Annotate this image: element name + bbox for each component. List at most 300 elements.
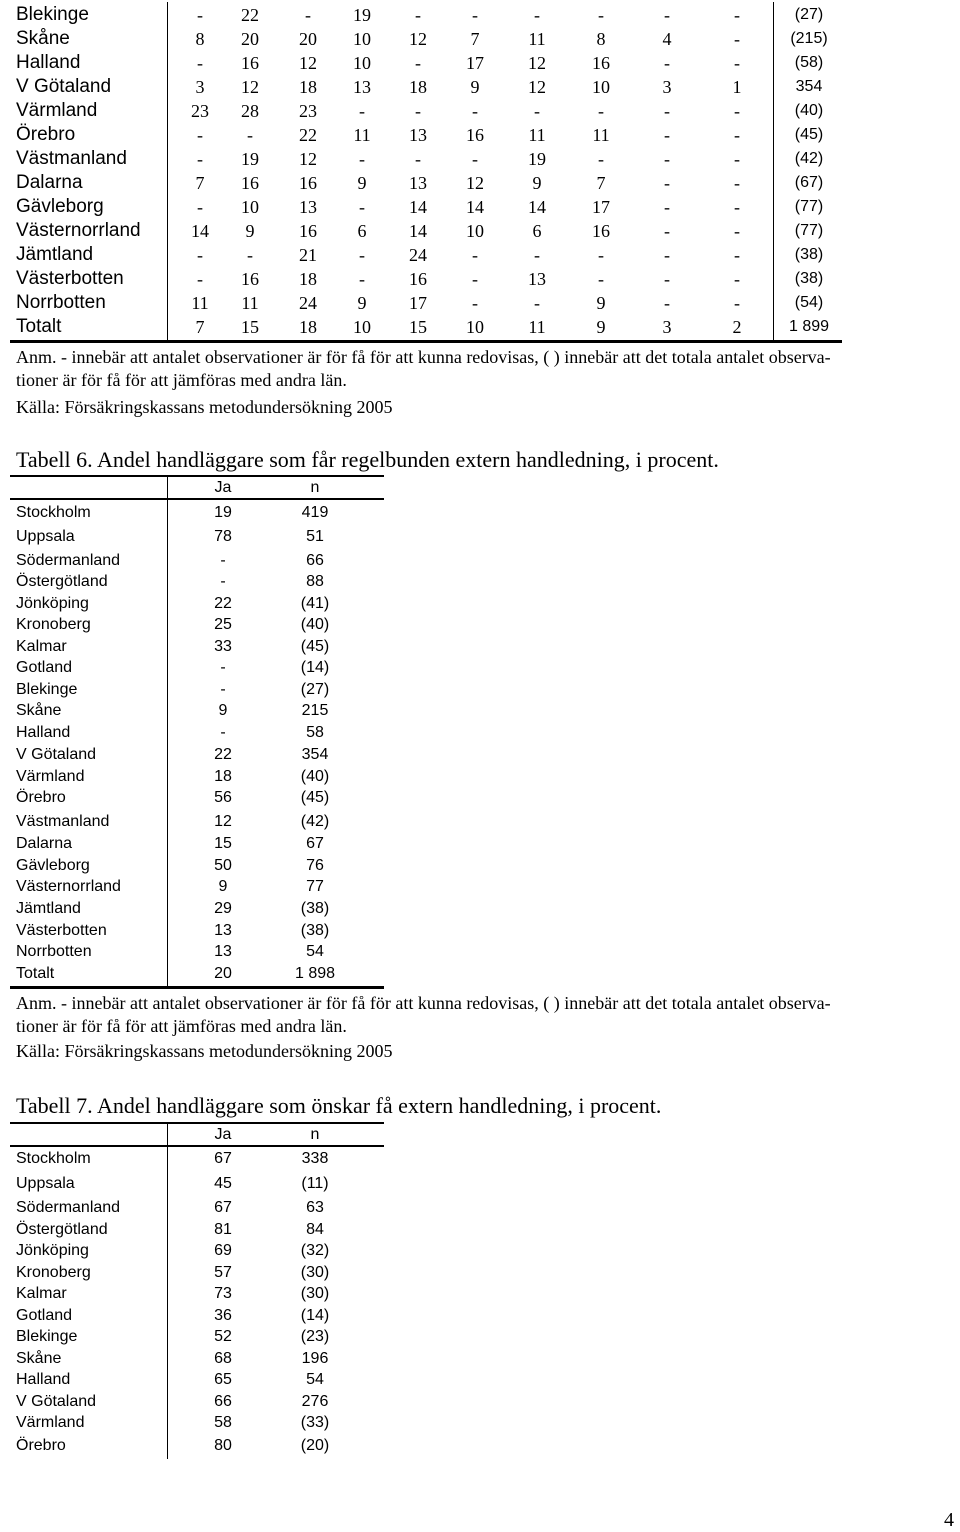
region-name: Östergötland bbox=[16, 573, 108, 590]
n-value: 338 bbox=[301, 1150, 329, 1167]
ja-value: 52 bbox=[214, 1328, 232, 1345]
table-row bbox=[0, 1348, 400, 1369]
table-cell: 11 bbox=[191, 293, 209, 313]
table-row bbox=[0, 315, 960, 339]
table-cell: 28 bbox=[241, 101, 259, 121]
n-value: (38) bbox=[300, 900, 330, 917]
table-cell: - bbox=[734, 149, 740, 169]
table-row bbox=[0, 99, 960, 123]
table-cell: 14 bbox=[191, 221, 209, 241]
n-value: (38) bbox=[300, 922, 330, 939]
region-name: Uppsala bbox=[16, 1175, 75, 1192]
ja-value: 69 bbox=[214, 1242, 232, 1259]
table-cell: - bbox=[197, 245, 203, 265]
table-6-bottom-rule bbox=[10, 986, 384, 989]
ja-value: 66 bbox=[214, 1393, 232, 1410]
region-name: Kronoberg bbox=[16, 1264, 91, 1281]
table-cell: 12 bbox=[299, 53, 317, 73]
region-name: Skåne bbox=[16, 28, 70, 49]
region-name: Värmland bbox=[16, 768, 85, 785]
table-6-note bbox=[16, 992, 956, 1038]
ja-value: 58 bbox=[214, 1414, 232, 1431]
table-cell: 13 bbox=[409, 125, 427, 145]
n-value: 88 bbox=[306, 573, 324, 590]
table-5-left-rule bbox=[167, 2, 168, 342]
region-name: Kronoberg bbox=[16, 616, 91, 633]
table-cell: - bbox=[534, 101, 540, 121]
table-cell: - bbox=[197, 197, 203, 217]
region-name: Dalarna bbox=[16, 172, 83, 193]
table-cell: - bbox=[664, 53, 670, 73]
n-value: (41) bbox=[300, 595, 330, 612]
n-value: 54 bbox=[306, 943, 324, 960]
table-cell: 18 bbox=[299, 269, 317, 289]
region-name: Halland bbox=[16, 724, 71, 741]
region-name: Kalmar bbox=[16, 638, 67, 655]
table-row bbox=[0, 679, 400, 700]
table-cell: - bbox=[598, 101, 604, 121]
table-cell: 11 bbox=[592, 125, 610, 145]
table-cell: 14 bbox=[409, 221, 427, 241]
n-value: (42) bbox=[300, 813, 330, 830]
table-cell: 1 bbox=[732, 77, 742, 97]
ja-value: 50 bbox=[214, 857, 232, 874]
region-name: Södermanland bbox=[16, 1199, 121, 1216]
table-cell: 23 bbox=[299, 101, 317, 121]
region-name: Västmanland bbox=[16, 813, 110, 830]
table-row bbox=[0, 1326, 400, 1347]
table-7-col-ja: Ja bbox=[214, 1126, 232, 1143]
table-cell: 15 bbox=[241, 317, 259, 337]
region-name: Dalarna bbox=[16, 835, 73, 852]
region-name: Västernorrland bbox=[16, 220, 141, 241]
table-row bbox=[0, 1240, 400, 1261]
table-cell: - bbox=[534, 293, 540, 313]
n-value: 77 bbox=[306, 878, 324, 895]
table-cell: 24 bbox=[409, 245, 427, 265]
ja-value: 67 bbox=[214, 1199, 232, 1216]
table-cell: 18 bbox=[299, 77, 317, 97]
table-cell: 14 bbox=[466, 197, 484, 217]
n-value: (40) bbox=[300, 616, 330, 633]
table-cell: 9 bbox=[470, 77, 480, 97]
table-row bbox=[0, 3, 960, 27]
region-name: Södermanland bbox=[16, 552, 121, 569]
table-7-header-rule bbox=[10, 1145, 384, 1147]
table-cell: - bbox=[664, 5, 670, 25]
count-cell: (45) bbox=[794, 126, 824, 143]
note-line-1: Anm. - innebär att antalet observationer är för få för att kunna redovisas, ( ) innebär att det totala antalet observa- bbox=[16, 993, 831, 1013]
table-cell: - bbox=[534, 245, 540, 265]
table-cell: 12 bbox=[299, 149, 317, 169]
table-cell: 7 bbox=[596, 173, 606, 193]
table-5-bottom-rule bbox=[10, 340, 842, 343]
table-cell: 3 bbox=[662, 317, 672, 337]
table-cell: - bbox=[734, 101, 740, 121]
count-cell: (215) bbox=[790, 30, 828, 47]
region-name: Jönköping bbox=[16, 1242, 89, 1259]
table-cell: 13 bbox=[353, 77, 371, 97]
table-cell: - bbox=[664, 149, 670, 169]
table-cell: 24 bbox=[299, 293, 317, 313]
table-cell: 7 bbox=[470, 29, 480, 49]
n-value: (20) bbox=[300, 1437, 330, 1454]
table-cell: 9 bbox=[596, 293, 606, 313]
table-cell: 11 bbox=[241, 293, 259, 313]
n-value: (27) bbox=[300, 681, 330, 698]
table-row bbox=[0, 75, 960, 99]
table-cell: 3 bbox=[662, 77, 672, 97]
n-value: (32) bbox=[300, 1242, 330, 1259]
region-name: Uppsala bbox=[16, 528, 75, 545]
table-row bbox=[0, 787, 400, 808]
count-cell: (27) bbox=[794, 6, 824, 23]
table-row bbox=[0, 267, 960, 291]
region-name: Blekinge bbox=[16, 4, 89, 25]
table-row bbox=[0, 51, 960, 75]
region-name: Totalt bbox=[16, 316, 62, 337]
ja-value: 56 bbox=[214, 789, 232, 806]
ja-value: - bbox=[220, 659, 226, 676]
table-cell: - bbox=[734, 173, 740, 193]
table-cell: 19 bbox=[353, 5, 371, 25]
table-cell: - bbox=[734, 197, 740, 217]
table-cell: 17 bbox=[409, 293, 427, 313]
table-6-source: Källa: Försäkringskassans metodundersökning 2005 bbox=[16, 1041, 393, 1061]
table-cell: 13 bbox=[528, 269, 546, 289]
table-cell: - bbox=[664, 197, 670, 217]
ja-value: 9 bbox=[218, 878, 228, 895]
n-value: 215 bbox=[301, 702, 329, 719]
table-cell: - bbox=[664, 125, 670, 145]
table-cell: 11 bbox=[528, 125, 546, 145]
region-name: Kalmar bbox=[16, 1285, 67, 1302]
region-name: Stockholm bbox=[16, 504, 91, 521]
table-cell: 13 bbox=[299, 197, 317, 217]
region-name: Stockholm bbox=[16, 1150, 91, 1167]
table-row bbox=[0, 1262, 400, 1283]
table-cell: - bbox=[598, 149, 604, 169]
table-row bbox=[0, 1173, 400, 1194]
table-cell: - bbox=[598, 269, 604, 289]
table-cell: 19 bbox=[528, 149, 546, 169]
ja-value: 22 bbox=[214, 746, 232, 763]
region-name: V Götaland bbox=[16, 76, 112, 97]
region-name: Örebro bbox=[16, 1437, 66, 1454]
ja-value: 20 bbox=[214, 965, 232, 982]
table-cell: - bbox=[359, 149, 365, 169]
ja-value: 67 bbox=[214, 1150, 232, 1167]
ja-value: 57 bbox=[214, 1264, 232, 1281]
n-value: (14) bbox=[300, 1307, 330, 1324]
region-name: Gotland bbox=[16, 659, 73, 676]
table-row bbox=[0, 1305, 400, 1326]
table-cell: 16 bbox=[299, 173, 317, 193]
table-6-caption: Tabell 6. Andel handläggare som får regelbunden extern handledning, i procent. bbox=[16, 447, 719, 472]
table-cell: - bbox=[664, 269, 670, 289]
table-cell: - bbox=[734, 29, 740, 49]
region-name: Västmanland bbox=[16, 148, 127, 169]
table-cell: 11 bbox=[528, 317, 546, 337]
table-5-source: Källa: Försäkringskassans metodundersökning 2005 bbox=[16, 397, 393, 417]
table-cell: 8 bbox=[596, 29, 606, 49]
table-cell: - bbox=[734, 125, 740, 145]
note-line-1: Anm. - innebär att antalet observationer är för få för att kunna redovisas, ( ) innebär att det totala antalet observa- bbox=[16, 347, 831, 367]
table-cell: 16 bbox=[241, 53, 259, 73]
table-row bbox=[0, 920, 400, 941]
table-cell: - bbox=[415, 5, 421, 25]
table-row bbox=[0, 657, 400, 678]
table-cell: - bbox=[197, 149, 203, 169]
table-row bbox=[0, 1148, 400, 1169]
table-cell: - bbox=[598, 245, 604, 265]
table-cell: 10 bbox=[466, 221, 484, 241]
table-cell: 3 bbox=[195, 77, 205, 97]
ja-value: 33 bbox=[214, 638, 232, 655]
table-cell: - bbox=[734, 293, 740, 313]
table-cell: 16 bbox=[466, 125, 484, 145]
n-value: 84 bbox=[306, 1221, 324, 1238]
table-cell: - bbox=[664, 293, 670, 313]
table-cell: 21 bbox=[299, 245, 317, 265]
table-cell: - bbox=[359, 245, 365, 265]
table-row bbox=[0, 243, 960, 267]
region-name: Västernorrland bbox=[16, 878, 121, 895]
table-cell: 12 bbox=[409, 29, 427, 49]
table-cell: 12 bbox=[528, 77, 546, 97]
n-value: 66 bbox=[306, 552, 324, 569]
region-name: Blekinge bbox=[16, 1328, 78, 1345]
table-cell: - bbox=[472, 269, 478, 289]
ja-value: 68 bbox=[214, 1350, 232, 1367]
n-value: 76 bbox=[306, 857, 324, 874]
region-name: Örebro bbox=[16, 124, 76, 145]
table-row bbox=[0, 855, 400, 876]
table-cell: - bbox=[247, 125, 253, 145]
table-cell: - bbox=[197, 5, 203, 25]
table-row bbox=[0, 1283, 400, 1304]
table-row bbox=[0, 1219, 400, 1240]
n-value: (30) bbox=[300, 1264, 330, 1281]
table-cell: 2 bbox=[732, 317, 742, 337]
count-cell: 1 899 bbox=[788, 318, 830, 335]
table-cell: 9 bbox=[357, 173, 367, 193]
table-cell: 22 bbox=[299, 125, 317, 145]
note-line-2: tioner är för få för att jämföras med andra län. bbox=[16, 1016, 347, 1036]
page-number: 4 bbox=[944, 1509, 954, 1531]
table-row bbox=[0, 811, 400, 832]
table-5-right-rule bbox=[773, 2, 774, 342]
table-cell: 16 bbox=[299, 221, 317, 241]
region-name: V Götaland bbox=[16, 746, 97, 763]
table-cell: 9 bbox=[357, 293, 367, 313]
region-name: Halland bbox=[16, 1371, 71, 1388]
n-value: 63 bbox=[306, 1199, 324, 1216]
n-value: (23) bbox=[300, 1328, 330, 1345]
region-name: Gävleborg bbox=[16, 857, 90, 874]
table-row bbox=[0, 571, 400, 592]
n-value: (45) bbox=[300, 638, 330, 655]
n-value: (14) bbox=[300, 659, 330, 676]
table-cell: - bbox=[664, 221, 670, 241]
count-cell: (38) bbox=[794, 246, 824, 263]
table-cell: - bbox=[197, 125, 203, 145]
table-cell: 12 bbox=[528, 53, 546, 73]
table-cell: 20 bbox=[241, 29, 259, 49]
table-row bbox=[0, 550, 400, 571]
table-cell: 10 bbox=[353, 317, 371, 337]
table-cell: - bbox=[472, 101, 478, 121]
table-cell: 7 bbox=[195, 317, 205, 337]
n-value: 54 bbox=[306, 1371, 324, 1388]
table-row bbox=[0, 636, 400, 657]
ja-value: - bbox=[220, 552, 226, 569]
region-name: Skåne bbox=[16, 702, 62, 719]
table-row bbox=[0, 1369, 400, 1390]
note-line-2: tioner är för få för att jämföras med andra län. bbox=[16, 370, 347, 390]
table-cell: 10 bbox=[592, 77, 610, 97]
table-cell: 18 bbox=[299, 317, 317, 337]
table-cell: 16 bbox=[592, 53, 610, 73]
table-row bbox=[0, 766, 400, 787]
table-cell: - bbox=[664, 101, 670, 121]
ja-value: 45 bbox=[214, 1175, 232, 1192]
table-cell: 8 bbox=[195, 29, 205, 49]
region-name: Jönköping bbox=[16, 595, 89, 612]
table-cell: - bbox=[534, 5, 540, 25]
table-cell: - bbox=[598, 5, 604, 25]
table-row bbox=[0, 876, 400, 897]
ja-value: 25 bbox=[214, 616, 232, 633]
n-value: 51 bbox=[306, 528, 324, 545]
n-value: 1 898 bbox=[294, 965, 336, 982]
table-7-top-rule bbox=[10, 1122, 384, 1124]
table-cell: 10 bbox=[353, 29, 371, 49]
table-cell: 6 bbox=[532, 221, 542, 241]
ja-value: - bbox=[220, 724, 226, 741]
n-value: (30) bbox=[300, 1285, 330, 1302]
ja-value: 12 bbox=[214, 813, 232, 830]
table-row bbox=[0, 1412, 400, 1433]
table-cell: 12 bbox=[466, 173, 484, 193]
table-row bbox=[0, 898, 400, 919]
table-5-note bbox=[16, 346, 956, 392]
table-cell: 9 bbox=[596, 317, 606, 337]
region-name: Gotland bbox=[16, 1307, 73, 1324]
table-cell: 11 bbox=[528, 29, 546, 49]
table-cell: 17 bbox=[592, 197, 610, 217]
ja-value: 73 bbox=[214, 1285, 232, 1302]
table-cell: - bbox=[664, 245, 670, 265]
count-cell: (77) bbox=[794, 222, 824, 239]
ja-value: 81 bbox=[214, 1221, 232, 1238]
ja-value: 13 bbox=[214, 922, 232, 939]
n-value: (40) bbox=[300, 768, 330, 785]
table-cell: 6 bbox=[357, 221, 367, 241]
region-name: Värmland bbox=[16, 100, 98, 121]
region-name: Värmland bbox=[16, 1414, 85, 1431]
ja-value: - bbox=[220, 681, 226, 698]
table-cell: - bbox=[734, 269, 740, 289]
table-cell: 10 bbox=[353, 53, 371, 73]
region-name: Norrbotten bbox=[16, 943, 92, 960]
ja-value: - bbox=[220, 573, 226, 590]
table-6-top-rule bbox=[10, 475, 384, 477]
region-name: Västerbotten bbox=[16, 268, 124, 289]
count-cell: (58) bbox=[794, 54, 824, 71]
table-row bbox=[0, 502, 400, 523]
table-cell: - bbox=[472, 149, 478, 169]
table-row bbox=[0, 123, 960, 147]
table-row bbox=[0, 1197, 400, 1218]
table-cell: 9 bbox=[245, 221, 255, 241]
ja-value: 65 bbox=[214, 1371, 232, 1388]
table-row bbox=[0, 963, 400, 984]
count-cell: (42) bbox=[794, 150, 824, 167]
table-row bbox=[0, 147, 960, 171]
table-cell: 15 bbox=[409, 317, 427, 337]
region-name: Skåne bbox=[16, 1350, 62, 1367]
table-row bbox=[0, 744, 400, 765]
table-cell: 10 bbox=[241, 197, 259, 217]
ja-value: 22 bbox=[214, 595, 232, 612]
table-cell: - bbox=[305, 5, 311, 25]
ja-value: 13 bbox=[214, 943, 232, 960]
n-value: (45) bbox=[300, 789, 330, 806]
table-cell: - bbox=[247, 245, 253, 265]
table-7-caption: Tabell 7. Andel handläggare som önskar få extern handledning, i procent. bbox=[16, 1093, 662, 1118]
table-row bbox=[0, 27, 960, 51]
table-row bbox=[0, 219, 960, 243]
table-cell: - bbox=[472, 5, 478, 25]
table-row bbox=[0, 614, 400, 635]
region-name: Norrbotten bbox=[16, 292, 106, 313]
n-value: (33) bbox=[300, 1414, 330, 1431]
n-value: 354 bbox=[301, 746, 329, 763]
table-5 bbox=[0, 0, 960, 345]
table-row bbox=[0, 593, 400, 614]
count-cell: (77) bbox=[794, 198, 824, 215]
region-name: Blekinge bbox=[16, 681, 78, 698]
table-cell: 9 bbox=[532, 173, 542, 193]
table-cell: - bbox=[664, 173, 670, 193]
region-name: Totalt bbox=[16, 965, 55, 982]
region-name: Örebro bbox=[16, 789, 66, 806]
table-cell: 19 bbox=[241, 149, 259, 169]
table-cell: 11 bbox=[353, 125, 371, 145]
table-6-col-n: n bbox=[310, 479, 320, 496]
n-value: 67 bbox=[306, 835, 324, 852]
table-row bbox=[0, 195, 960, 219]
table-cell: 14 bbox=[528, 197, 546, 217]
region-name: Halland bbox=[16, 52, 81, 73]
table-7-col-n: n bbox=[310, 1126, 320, 1143]
table-cell: 16 bbox=[592, 221, 610, 241]
table-cell: - bbox=[197, 269, 203, 289]
table-row bbox=[0, 1435, 400, 1456]
table-cell: 7 bbox=[195, 173, 205, 193]
table-row bbox=[0, 291, 960, 315]
table-row bbox=[0, 700, 400, 721]
region-name: Jämtland bbox=[16, 900, 81, 917]
count-cell: (54) bbox=[794, 294, 824, 311]
table-cell: - bbox=[359, 269, 365, 289]
region-name: Västerbotten bbox=[16, 922, 107, 939]
table-cell: - bbox=[734, 245, 740, 265]
n-value: 58 bbox=[306, 724, 324, 741]
table-cell: - bbox=[415, 149, 421, 169]
table-cell: - bbox=[415, 101, 421, 121]
